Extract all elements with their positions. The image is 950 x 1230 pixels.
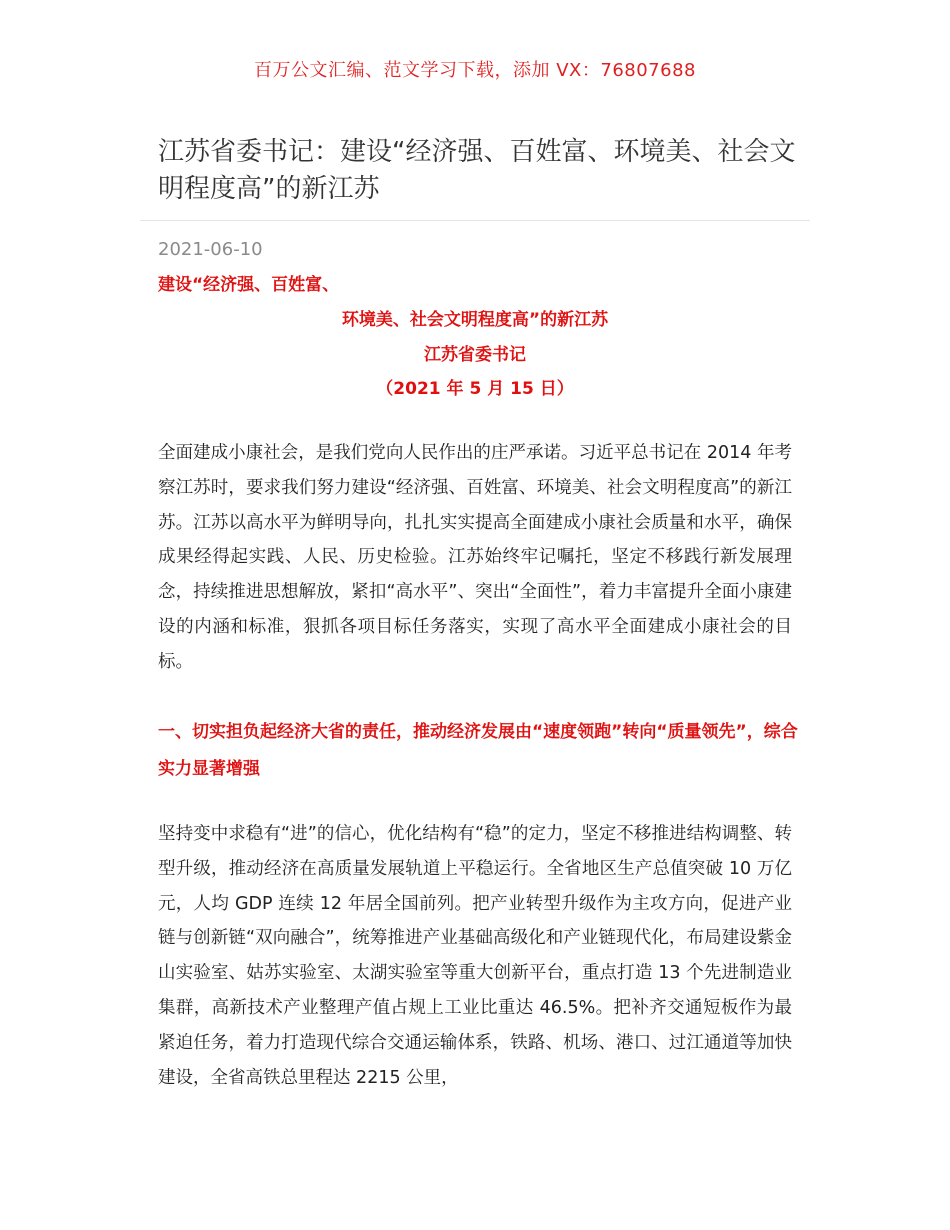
article-title: 江苏省委书记：建设“经济强、百姓富、环境美、社会文明程度高”的新江苏 (158, 137, 796, 204)
promo-banner: 百万公文汇编、范文学习下载，添加 VX：76807688 (254, 60, 696, 81)
speech-date: （2021 年 5 月 15 日） (376, 379, 574, 399)
intro-paragraph: 全面建成小康社会，是我们党向人民作出的庄严承诺。习近平总书记在 2014 年考察江苏时，要求我们努力建设“经济强、百姓富、环境美、社会文明程度高”的新江苏。江苏以高水平为鲜明导向，扎扎实实提高全面建成小康社会质量和水平，确保成果经得起实践、人民、历史检验。江苏始终牢记嘱托，坚定不移践行新发展理念，持续推进思想解放，紧扣“高水平”、突出“全面性”，着力丰富提升全面小康建设的内涵和标准，狠抓各项目标任务落实，实现了高水平全面建成小康社会的目标。 (158, 443, 792, 672)
speech-title-line-2: 环境美、社会文明程度高”的新江苏 (341, 310, 609, 330)
speech-title-line-1: 建设“经济强、百姓富、 (158, 275, 340, 295)
section-heading-1: 一、切实担负起经济大省的责任，推动经济发展由“速度领跑”转向“质量领先”，综合实力显著增强 (158, 722, 798, 779)
section-1-paragraph: 坚持变中求稳有“进”的信心，优化结构有“稳”的定力，坚定不移推进结构调整、转型升级，推动经济在高质量发展轨道上平稳运行。全省地区生产总值突破 10 万亿元，人均 GDP 连续 12 年居全国前列。把产业转型升级作为主攻方向，促进产业链与创新链“双向融合”，统筹推进产业基础高级化和产业链现代化，布局建设紫金山实验室、姑苏实验室、太湖实验室等重大创新平台，重点打造 13 个先进制造业集群，高新技术产业整理产值占规上工业比重达 46.5%。把补齐交通短板作为最紧迫任务，着力打造现代综合交通运输体系，铁路、机场、港口、过江通道等加快建设，全省高铁总里程达 2215 公里， (158, 824, 792, 1088)
speech-author: 江苏省委书记 (424, 345, 526, 365)
publish-date: 2021-06-10 (158, 239, 263, 260)
title-divider (140, 220, 810, 221)
